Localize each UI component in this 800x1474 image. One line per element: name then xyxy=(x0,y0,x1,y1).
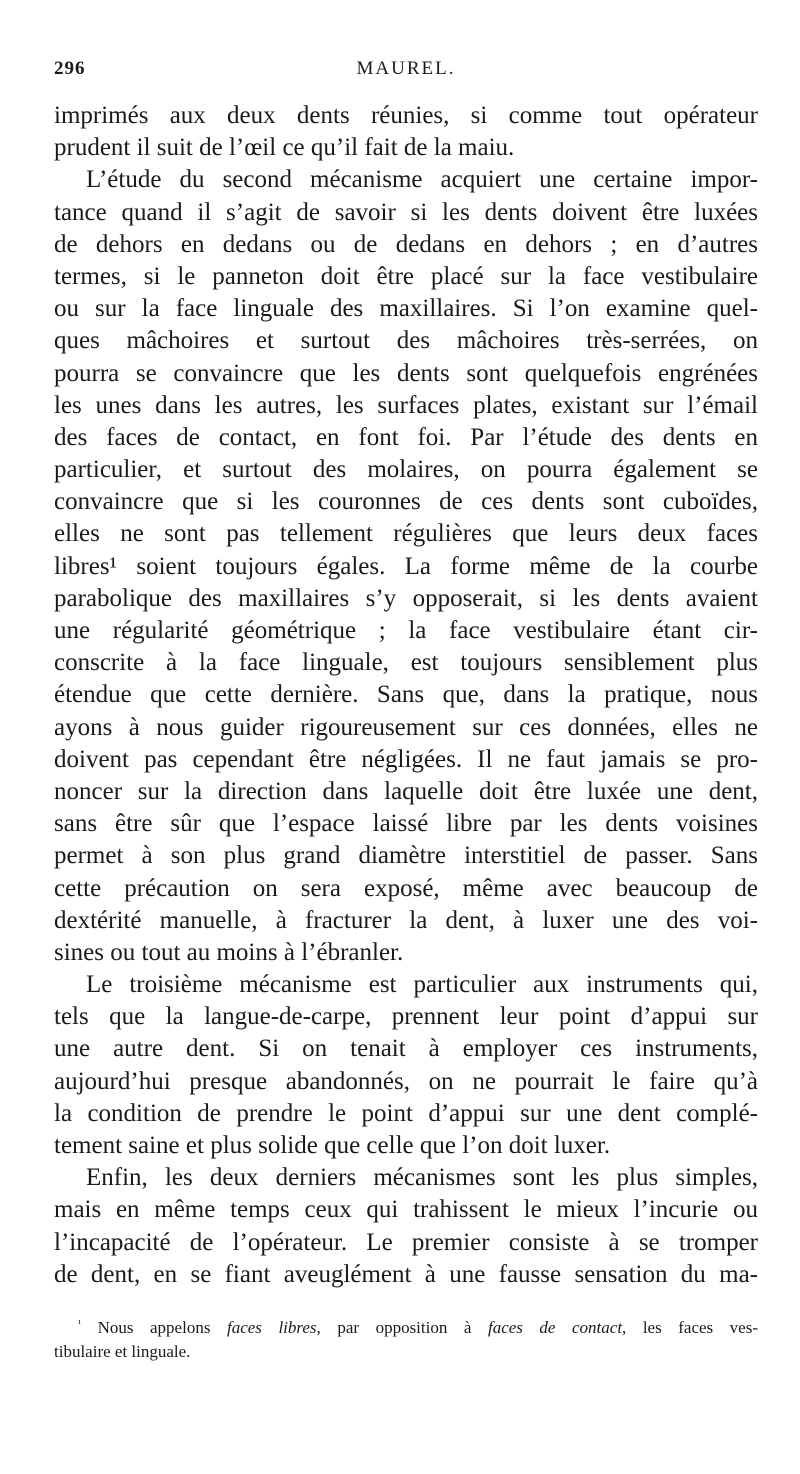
text-line: dextérité manuelle, à fracturer la dent, à luxer une des voi- xyxy=(54,906,758,934)
text-line: des faces de contact, en font foi. Par l’étude des dents en xyxy=(54,423,758,451)
footnote-text: , par opposition à xyxy=(316,1318,488,1337)
text-line: tance quand il s’agit de savoir si les dents doivent être luxées xyxy=(54,198,758,226)
footnote xyxy=(54,1316,758,1364)
paragraph xyxy=(54,164,758,969)
text-line: permet à son plus grand diamètre interstitiel de passer. Sans xyxy=(54,842,758,870)
text-line: sines ou tout au moins à l’ébranler. xyxy=(54,938,404,966)
text-line: cette précaution on sera exposé, même avec beaucoup de xyxy=(54,874,758,902)
text-line: doivent pas cependant être négligées. Il ne faut jamais se pro- xyxy=(54,745,758,773)
text-line: de dent, en se fiant aveuglément à une fausse sensation du ma- xyxy=(54,1260,758,1288)
text-line: parabolique des maxillaires s’y opposerait, si les dents avaient xyxy=(54,584,758,612)
footnote-line xyxy=(54,1316,758,1340)
text-line: ou sur la face linguale des maxillaires. Si l’on examine quel- xyxy=(54,295,758,323)
text-line: particulier, et surtout des molaires, on pourra également se xyxy=(54,456,758,484)
paragraph xyxy=(54,969,758,1162)
footnote-emphasis: faces de contact xyxy=(487,1318,623,1337)
text-line: étendue que cette dernière. Sans que, dans la pratique, nous xyxy=(54,681,758,709)
paragraph xyxy=(54,1162,758,1291)
text-line: pourra se convaincre que les dents sont quelquefois engrénées xyxy=(54,359,758,387)
text-line: une régularité géométrique ; la face vestibulaire étant cir- xyxy=(54,617,758,644)
text-line: tement saine et plus solide que celle que l’on doit luxer. xyxy=(54,1132,611,1159)
text-line: ayons à nous guider rigoureusement sur ces données, elles ne xyxy=(54,713,758,741)
text-line: termes, si le panneton doit être placé sur la face vestibulaire xyxy=(54,262,758,290)
text-line: Enfin, les deux derniers mécanismes sont les plus simples, xyxy=(86,1164,758,1192)
body-text xyxy=(54,100,758,1291)
running-head: MAUREL. xyxy=(356,58,456,79)
footnote-text: Nous appelons xyxy=(97,1318,227,1337)
page-header xyxy=(54,58,758,88)
text-line: tels que la langue-de-carpe, prennent leur point d’appui sur xyxy=(54,1003,758,1031)
text-line: mais en même temps ceux qui trahissent le mieux l’incurie ou xyxy=(54,1196,758,1224)
text-line: convaincre que si les couronnes de ces dents sont cuboïdes, xyxy=(54,488,758,516)
text-line: prudent il suit de l’œil ce qu’il fait de la maiu. xyxy=(54,134,515,162)
paragraph xyxy=(54,100,758,164)
text-line: l’incapacité de l’opérateur. Le premier consiste à se tromper xyxy=(54,1228,758,1256)
text-line: aujourd’hui presque abandonnés, on ne pourrait le faire qu’à xyxy=(54,1067,758,1095)
text-line: les unes dans les autres, les surfaces plates, existant sur l’émail xyxy=(54,391,758,419)
text-line: L’étude du second mécanisme acquiert une certaine impor- xyxy=(86,166,758,194)
footnote-emphasis: faces libres xyxy=(226,1318,317,1337)
text-line: conscrite à la face linguale, est toujours sensiblement plus xyxy=(54,649,758,677)
text-line: ques mâchoires et surtout des mâchoires très-serrées, on xyxy=(54,327,758,355)
page-number: 296 xyxy=(54,58,86,79)
text-line: Le troisième mécanisme est particulier aux instruments qui, xyxy=(86,971,758,999)
footnote-text: , les faces ves- xyxy=(622,1318,759,1337)
text-line: une autre dent. Si on tenait à employer ces instruments, xyxy=(54,1035,758,1063)
text-line: imprimés aux deux dents réunies, si comme tout opérateur xyxy=(54,102,758,129)
footnote-line: tibulaire et linguale. xyxy=(54,1342,191,1361)
text-line: de dehors en dedans ou de dedans en dehors ; en d’autres xyxy=(54,230,758,258)
footnote-marker: ¹ xyxy=(78,1318,82,1330)
text-line: sans être sûr que l’espace laissé libre par les dents voisines xyxy=(54,810,758,838)
text-line: noncer sur la direction dans laquelle doit être luxée une dent, xyxy=(54,777,758,805)
text-line: libres¹ soient toujours égales. La forme même de la courbe xyxy=(54,552,758,580)
text-line: elles ne sont pas tellement régulières que leurs deux faces xyxy=(54,520,758,548)
text-line: la condition de prendre le point d’appui sur une dent complé- xyxy=(54,1099,758,1127)
